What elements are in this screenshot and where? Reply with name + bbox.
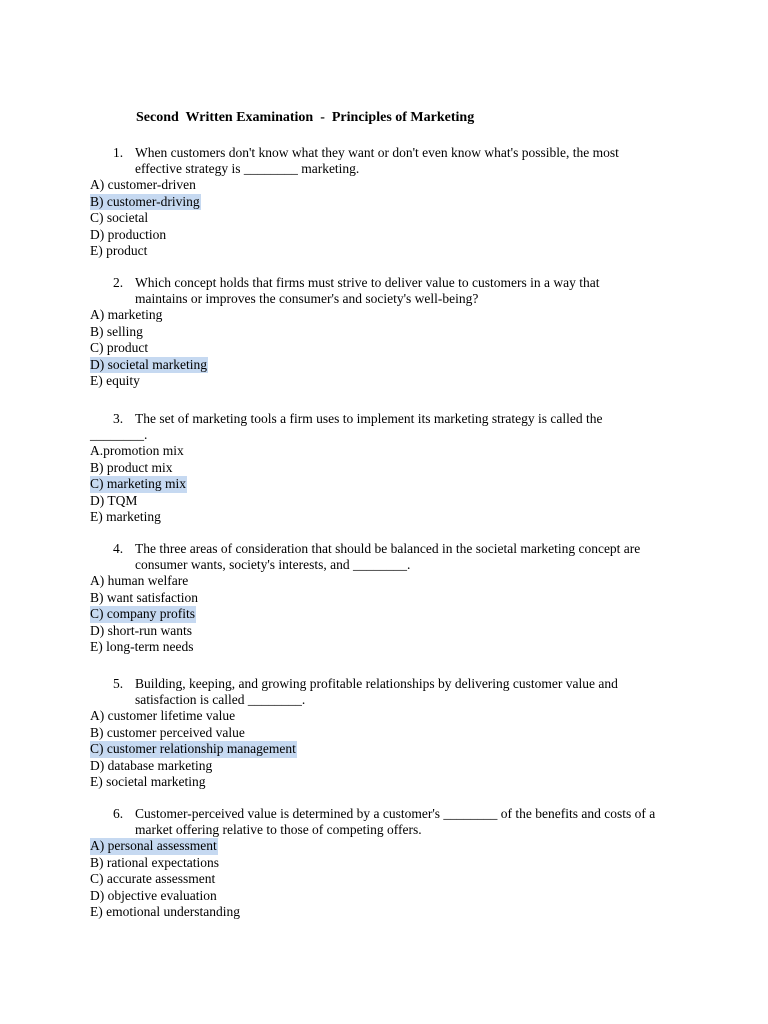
question-text: The three areas of consideration that should be balanced in the societal marketing concept are: [135, 541, 641, 556]
question-number: 2.: [113, 275, 124, 290]
answer-option: A.promotion mix: [90, 443, 184, 458]
exam-title: Second Written Examination - Principles of Marketing: [136, 110, 475, 125]
question-line: [90, 822, 690, 838]
question-line: [90, 806, 690, 822]
answer-option: D) objective evaluation: [90, 887, 217, 903]
question-number: 4.: [113, 541, 124, 556]
question-5: [90, 676, 690, 791]
question-text: consumer wants, society's interests, and ________.: [135, 557, 411, 572]
question-line: [90, 145, 690, 161]
answer-option: A) marketing: [90, 307, 163, 322]
question-text: Which concept holds that firms must strive to deliver value to customers in a way that: [135, 275, 600, 290]
question-4: [90, 541, 690, 656]
question-text: effective strategy is ________ marketing.: [135, 161, 360, 176]
question-2: [90, 275, 690, 390]
answer-option: B) rational expectations: [90, 854, 219, 870]
answer-option: B) selling: [90, 323, 143, 339]
question-text: maintains or improves the consumer's and society's well-being?: [135, 291, 479, 306]
answer-option: E) long-term needs: [90, 639, 194, 655]
question-text: satisfaction is called ________.: [135, 692, 306, 707]
answer-option: D) database marketing: [90, 757, 213, 773]
question-3: [90, 411, 690, 526]
answer-option-highlighted: D) societal marketing: [90, 356, 207, 372]
answer-option: E) emotional understanding: [90, 904, 240, 920]
question-number: 6.: [113, 806, 124, 821]
answer-option: C) societal: [90, 210, 149, 226]
question-line: [90, 427, 690, 443]
question-number: 5.: [113, 676, 124, 691]
question-line: [90, 557, 690, 573]
question-line: [90, 411, 690, 427]
question-text: ________.: [90, 427, 148, 442]
answer-option: B) product mix: [90, 459, 173, 475]
question-text: Customer-perceived value is determined by a customer's ________ of the benefits and costs of a: [135, 806, 656, 821]
answer-option-highlighted: A) personal assessment: [90, 838, 217, 853]
answer-option-highlighted: C) customer relationship management: [90, 741, 296, 757]
answer-option: E) societal marketing: [90, 774, 206, 790]
question-6: [90, 806, 690, 921]
question-line: [90, 161, 690, 177]
question-line: [90, 692, 690, 708]
answer-option: E) marketing: [90, 509, 161, 525]
question-text: Building, keeping, and growing profitable relationships by delivering customer value and: [135, 676, 618, 691]
question-1: [90, 145, 690, 260]
question-line: [90, 676, 690, 692]
question-line: [90, 291, 690, 307]
answer-option: E) equity: [90, 373, 140, 389]
answer-option-highlighted: C) marketing mix: [90, 476, 186, 492]
answer-option: C) accurate assessment: [90, 871, 216, 887]
answer-option: B) want satisfaction: [90, 589, 198, 605]
answer-option-highlighted: B) customer-driving: [90, 193, 200, 209]
answer-option: D) TQM: [90, 492, 138, 508]
question-text: The set of marketing tools a firm uses to implement its marketing strategy is called the: [135, 411, 603, 426]
answer-option: B) customer perceived value: [90, 724, 245, 740]
question-line: [90, 275, 690, 291]
answer-option-highlighted: C) company profits: [90, 606, 195, 622]
answer-option: A) customer lifetime value: [90, 708, 236, 723]
answer-option: D) production: [90, 226, 167, 242]
question-number: 1.: [113, 145, 124, 160]
answer-option: C) product: [90, 340, 149, 356]
question-line: [90, 541, 690, 557]
question-number: 3.: [113, 411, 124, 426]
answer-option: A) customer-driven: [90, 177, 196, 192]
answer-option: A) human welfare: [90, 573, 189, 588]
answer-option: D) short-run wants: [90, 622, 192, 638]
question-text: When customers don't know what they want or don't even know what's possible, the most: [135, 145, 619, 160]
question-text: market offering relative to those of competing offers.: [135, 822, 422, 837]
answer-option: E) product: [90, 243, 148, 259]
